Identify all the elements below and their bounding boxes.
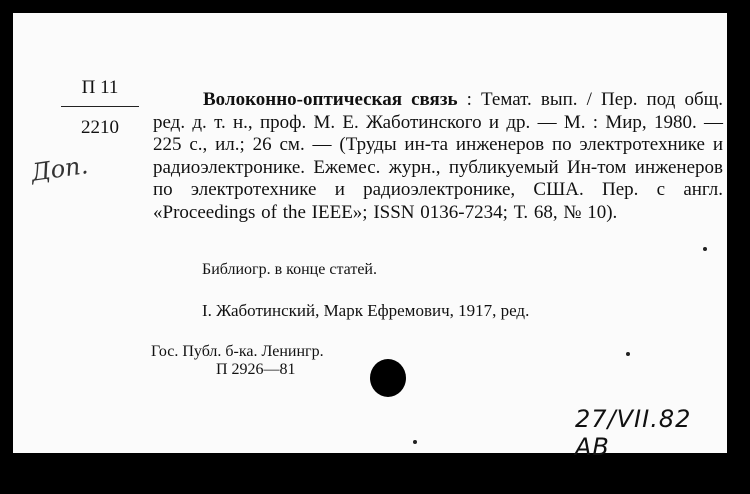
added-entry: I. Жаботинский, Марк Ефремович, 1917, ред. [202, 301, 530, 320]
ink-dot [703, 247, 707, 251]
ink-blot [370, 359, 406, 397]
entry-description: : Темат. вып. / Пер. под общ. ред. д. т. н., проф. М. Е. Жаботинского и др. — М. : Мир, 1980. — 225 с., ил.; 26 см. — (Труды ин-та инженеров по электротехнике и радиоэлектронике. Ежемес. журн., публикуемый Ин-том инженеров по электротехнике и радиоэлектронике, США. Пер. с англ. «Proceedings of the IEEE»; ISSN 0136-7234; Т. 68, № 10). [153, 89, 723, 223]
ink-dot [626, 352, 630, 356]
handwritten-date: 27/VII.82 АВ [575, 405, 692, 461]
library-name: Гос. Публ. б-ка. Ленингр. [151, 343, 324, 360]
entry-title: Волоконно-оптическая связь [203, 89, 458, 110]
call-number: П 2926—81 [216, 361, 296, 378]
ink-dot [413, 440, 417, 444]
catalog-card [13, 13, 727, 461]
shelf-mark-bottom: 2210 [81, 117, 119, 138]
handwritten-note: Доп. [29, 151, 90, 187]
catalog-entry [153, 89, 723, 224]
shelf-mark-top: П 11 [81, 77, 119, 98]
bibliography-note: Библиогр. в конце статей. [202, 261, 377, 278]
shelf-mark-divider [61, 106, 139, 107]
